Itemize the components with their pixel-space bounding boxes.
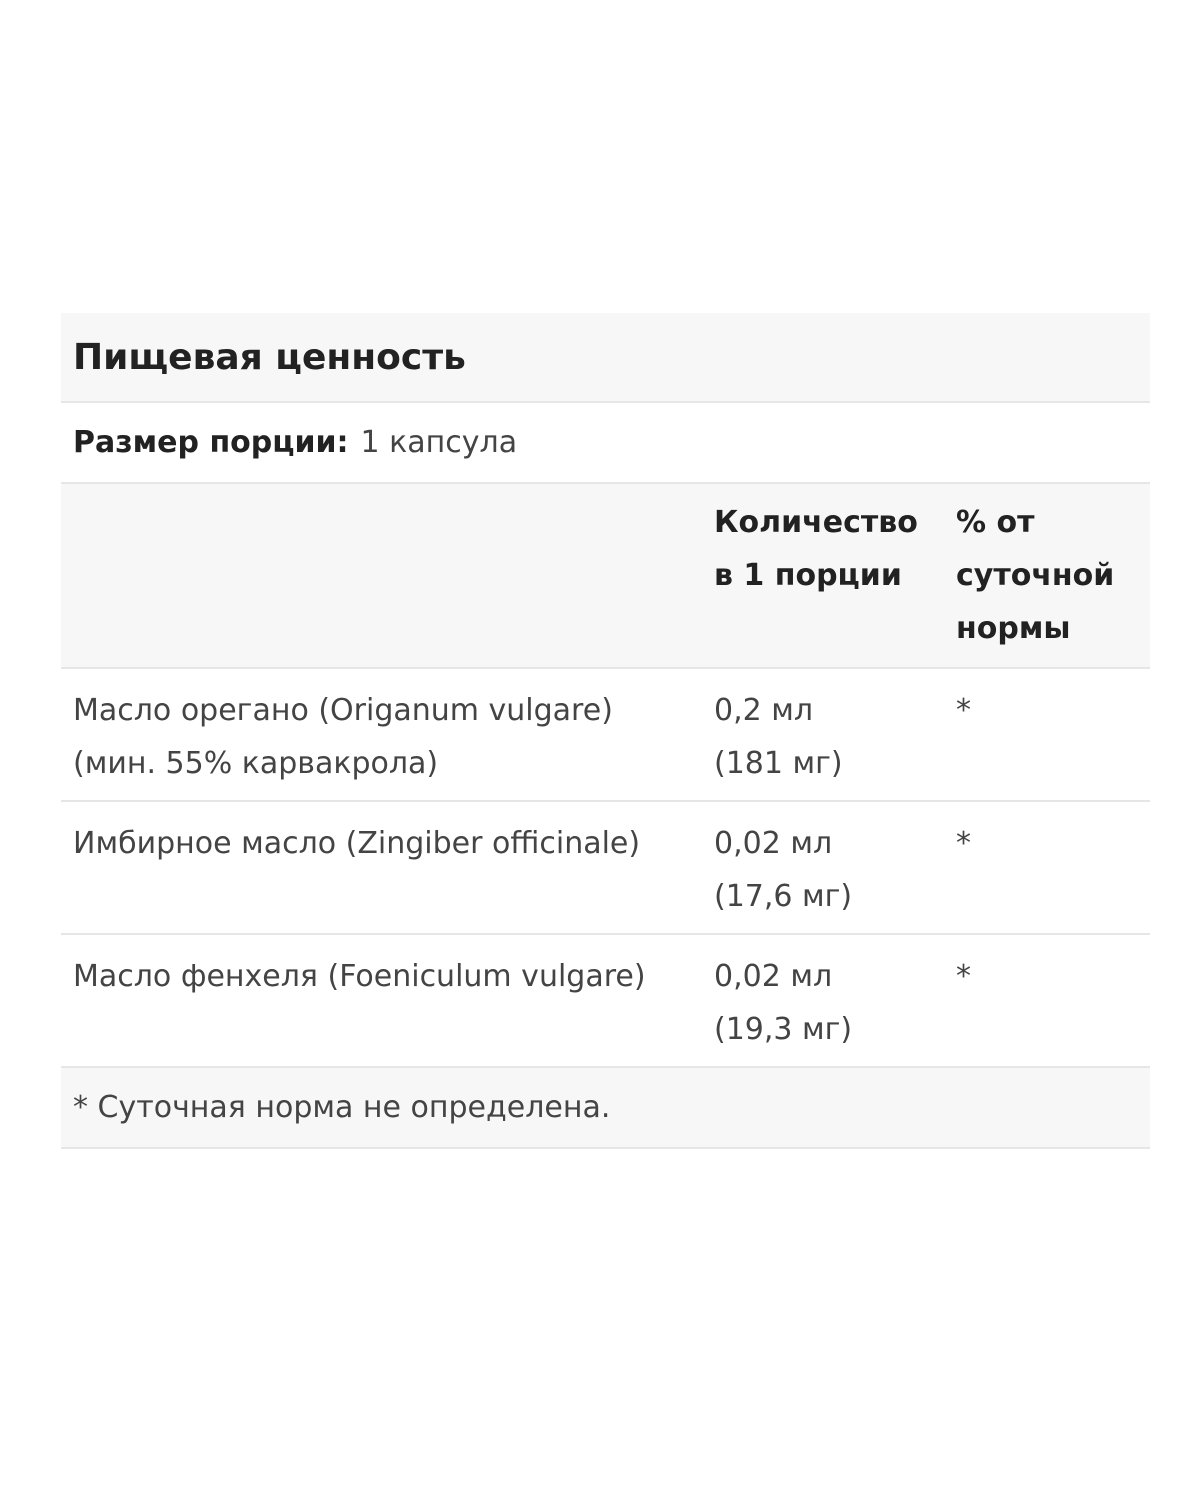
ingredient-amount-line1: 0,2 мл [714,693,814,728]
ingredient-dv: * [956,826,971,861]
ingredient-amount-line2: (19,3 мг) [714,1012,853,1047]
header-dv-line1: % от [956,505,1035,540]
serving-size-value: 1 капсула [360,425,518,460]
header-amount-line1: Количество [714,505,918,540]
ingredient-name-line1: Имбирное масло (Zingiber officinale) [73,826,641,861]
table-row [61,669,1150,802]
ingredient-name [61,935,714,1066]
facts-title: Пищевая ценность [73,336,466,378]
header-dv-cell [956,484,1150,667]
ingredient-amount-line1: 0,02 мл [714,826,833,861]
ingredient-name [61,802,714,933]
ingredient-amount [714,802,956,933]
nutrition-facts-table [61,313,1150,1149]
header-amount-line2: в 1 порции [714,558,902,593]
ingredient-name [61,669,714,800]
ingredient-amount [714,669,956,800]
table-row [61,802,1150,935]
ingredient-dv: * [956,693,971,728]
table-row [61,935,1150,1068]
ingredient-amount-line2: (181 мг) [714,746,843,781]
ingredient-name-line2: (мин. 55% карвакрола) [73,746,439,781]
ingredient-amount-line1: 0,02 мл [714,959,833,994]
ingredient-dv: * [956,959,971,994]
header-amount-cell [714,484,956,667]
ingredient-amount [714,935,956,1066]
header-name-cell [61,484,714,667]
header-dv-line2: суточной [956,558,1115,593]
ingredient-name-line1: Масло фенхеля (Foeniculum vulgare) [73,959,646,994]
serving-size-label: Размер порции: [73,425,349,460]
column-header-row [61,484,1150,669]
ingredient-name-line1: Масло орегано (Origanum vulgare) [73,693,613,728]
footnote: * Суточная норма не определена. [61,1068,1150,1149]
serving-size-row [61,403,1150,484]
header-dv-line3: нормы [956,611,1071,646]
facts-title-row [61,313,1150,403]
ingredient-amount-line2: (17,6 мг) [714,879,853,914]
